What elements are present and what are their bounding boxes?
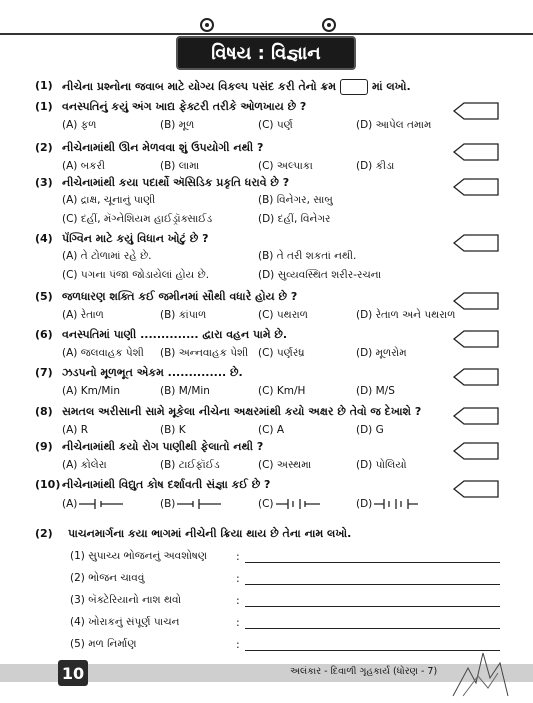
fill-item-label: (4) ખોરાકનું સંપૂર્ણ પાચન — [70, 616, 180, 628]
option — [258, 347, 305, 360]
binder-ring-right — [322, 18, 336, 32]
option-label: (B) M/Min — [160, 385, 210, 397]
fill-item-colon: : — [236, 572, 240, 585]
option-label: (C) Km/H — [258, 385, 306, 397]
option-label: (D) રેતાળ અને પથરાળ — [356, 309, 456, 321]
option-label: (B) વિનેગર, સાબુ — [258, 194, 333, 206]
option — [258, 119, 293, 132]
option — [62, 459, 107, 472]
option — [62, 347, 144, 360]
option — [258, 459, 311, 472]
cell-symbol-icon — [372, 497, 420, 511]
cell-symbol-icon — [175, 497, 223, 511]
option-label: (D) આપેલ તમામ — [356, 119, 432, 131]
question-number: (2) — [35, 141, 53, 154]
option-label: (C) અલ્પાકા — [258, 160, 313, 172]
option — [160, 424, 186, 436]
answer-tag-icon[interactable] — [452, 102, 500, 120]
option — [62, 497, 125, 511]
option — [62, 385, 120, 397]
option — [62, 160, 105, 173]
answer-tag-icon[interactable] — [452, 178, 500, 196]
option — [356, 385, 395, 397]
option-label: (A) બકરી — [62, 160, 105, 172]
question-text: નીચેનામાંથી વિદ્યુત કોષ દર્શાવતી સંજ્ઞા કઈ છે ? — [62, 478, 271, 491]
instruction-text: નીચેના પ્રશ્નોના જવાબ માટે યોગ્ય વિકલ્પ પસંદ કરી તેનો ક્રમ માં લખો. — [62, 80, 411, 93]
option-label: (B) અન્નવાહક પેશી — [160, 347, 249, 359]
question-text: નીચેનામાંથી કયો રોગ પાણીથી ફેલાતો નથી ? — [62, 440, 264, 453]
option — [356, 347, 407, 360]
option-label: (B) ટાઈફૉઈડ — [160, 459, 220, 471]
fill-item-colon: : — [236, 638, 240, 651]
question-number: (4) — [35, 232, 53, 245]
answer-tag-icon[interactable] — [452, 143, 500, 161]
option — [356, 309, 455, 322]
option-label: (B) K — [160, 424, 186, 436]
question-number: (8) — [35, 405, 53, 418]
option — [160, 309, 206, 322]
option — [258, 250, 356, 263]
option-label: (B) તે તરી શકતાં નથી. — [258, 250, 357, 262]
option-label: (C) પર્ણરંધ્ર — [258, 347, 305, 359]
question-text: નીચેનામાંથી કયા પદાર્થો ઍસિડિક પ્રકૃતિ ધરાવે છે ? — [62, 176, 290, 189]
question-number: (7) — [35, 366, 53, 379]
option — [160, 385, 210, 397]
option-label: (B) કાંપાળ — [160, 309, 207, 321]
option-label: (A) R — [62, 424, 89, 436]
answer-tag-icon[interactable] — [452, 234, 500, 252]
option-label: (C) પગના પંજા જોડાયેલાં હોય છે. — [62, 269, 210, 281]
fill-item-label: (1) સુપાચ્ય ભોજનનું અવશોષણ — [70, 550, 207, 562]
option-label: (D) સુવ્યવસ્થિત શરીર-રચના — [258, 269, 382, 281]
option — [258, 497, 322, 511]
option — [356, 459, 407, 472]
option — [258, 194, 333, 207]
answer-line[interactable] — [245, 562, 500, 563]
question-text: નીચેનામાંથી ઊન મેળવવા શું ઉપયોગી નથી ? — [62, 141, 264, 154]
question-text: જળધારણ શક્તિ કઈ જમીનમાં સૌથી વધારે હોય છે ? — [62, 290, 298, 303]
question-number: (6) — [35, 328, 53, 341]
option — [258, 213, 330, 226]
option — [62, 269, 209, 282]
option-label: (D) G — [356, 424, 384, 436]
fill-item-label: (3) બૅક્ટેરિયાનો નાશ થવો — [70, 594, 182, 606]
option-label: (D) કીડા — [356, 160, 395, 172]
option-label: (A) દ્રાક્ષ, ચૂનાનું પાણી — [62, 194, 156, 206]
option — [62, 250, 152, 263]
option-label: (C) A — [258, 424, 285, 436]
option — [356, 497, 420, 511]
section2-text: પાચનમાર્ગના કયા ભાગમાં નીચેની ક્રિયા થાય છે તેના નામ લખો. — [68, 527, 352, 540]
question-number: (9) — [35, 440, 53, 453]
page-title: વિષય : વિજ્ઞાન — [176, 36, 356, 70]
question-text: વનસ્પતિમાં પાણી .............. દ્વારા વહન પામે છે. — [62, 328, 288, 341]
option-label: (D) દહીં, વિનેગર — [258, 213, 331, 225]
option-label: (D) — [356, 498, 373, 510]
question-text: ઝડપનો મૂળભૂત એકમ .............. છે. — [62, 366, 243, 379]
option — [258, 385, 305, 397]
answer-tag-icon[interactable] — [452, 442, 500, 460]
option-label: (D) M/S — [356, 385, 395, 397]
instruction-number: (1) — [35, 79, 53, 92]
option — [62, 309, 104, 322]
fill-item-colon: : — [236, 616, 240, 629]
option — [62, 213, 212, 226]
option — [160, 119, 194, 132]
option-label: (A) તે ટોળામાં રહે છે. — [62, 250, 152, 262]
section2-number: (2) — [35, 527, 53, 540]
option-label: (A) રેતાળ — [62, 309, 104, 321]
binder-ring-left — [200, 18, 214, 32]
question-number: (5) — [35, 290, 53, 303]
answer-line[interactable] — [245, 628, 500, 629]
answer-tag-icon[interactable] — [452, 407, 500, 425]
cell-symbol-icon — [274, 497, 322, 511]
cell-symbol-icon — [77, 497, 125, 511]
option-label: (C) પર્ણ — [258, 119, 293, 131]
option-label: (A) Km/Min — [62, 385, 120, 397]
page-top-rule — [0, 33, 533, 35]
option — [258, 309, 308, 322]
answer-tag-icon[interactable] — [452, 480, 500, 498]
fill-item-colon: : — [236, 594, 240, 607]
fill-item-label: (2) ભોજન ચાવવું — [70, 572, 145, 584]
footer-text: અલંકાર - દિવાળી ગૃહકાર્ય (ધોરણ - 7) — [290, 666, 438, 677]
option — [160, 347, 248, 360]
option-label: (D) મૂળરોમ — [356, 347, 407, 359]
option-label: (C) — [258, 498, 274, 510]
question-text: પૅંગ્વિન માટે કયું વિધાન ખોટું છે ? — [62, 232, 209, 245]
answer-line[interactable] — [245, 606, 500, 607]
option-label: (C) અસ્થમા — [258, 459, 312, 471]
page-number: 10 — [58, 660, 88, 686]
option-label: (C) પથરાળ — [258, 309, 308, 321]
option-label: (A) ફળ — [62, 119, 97, 131]
option — [258, 424, 284, 436]
option — [160, 497, 223, 511]
answer-tag-icon[interactable] — [452, 292, 500, 310]
question-number: (10) — [35, 478, 61, 491]
option-label: (B) લામા — [160, 160, 200, 172]
fill-item-colon: : — [236, 550, 240, 563]
option — [62, 119, 96, 132]
option-label: (D) પોલિયો — [356, 459, 407, 471]
option — [356, 160, 394, 173]
answer-tag-icon[interactable] — [452, 368, 500, 386]
option-label: (C) દહીં, મૅગ્નેશિયમ હાઈડ્રૉક્સાઈડ — [62, 213, 213, 225]
answer-tag-icon[interactable] — [452, 330, 500, 348]
answer-box-icon — [340, 79, 368, 95]
option — [160, 459, 220, 472]
option-label: (A) — [62, 498, 78, 510]
question-text: સમતલ અરીસાની સામે મૂકેલા નીચેના અક્ષરમાંથી કયો અક્ષર છે તેવો જ દેખાશે ? — [62, 405, 422, 418]
option — [356, 424, 384, 436]
option — [356, 119, 431, 132]
option — [160, 160, 199, 173]
footer-sketch-icon — [448, 648, 518, 698]
option-label: (B) મૂળ — [160, 119, 195, 131]
option-label: (A) કોલેરા — [62, 459, 107, 471]
option — [258, 160, 313, 173]
answer-line[interactable] — [245, 584, 500, 585]
question-number: (1) — [35, 100, 53, 113]
option — [62, 194, 155, 207]
question-text: વનસ્પતિનું કયું અંગ ખાદ્ય ફેક્ટરી તરીકે ઓળખાય છે ? — [62, 100, 307, 113]
option-label: (B) — [160, 498, 176, 510]
option — [62, 424, 88, 436]
option-label: (A) જલવાહક પેશી — [62, 347, 144, 359]
question-number: (3) — [35, 176, 53, 189]
option — [258, 269, 381, 282]
fill-item-label: (5) મળ નિર્માણ — [70, 638, 137, 650]
